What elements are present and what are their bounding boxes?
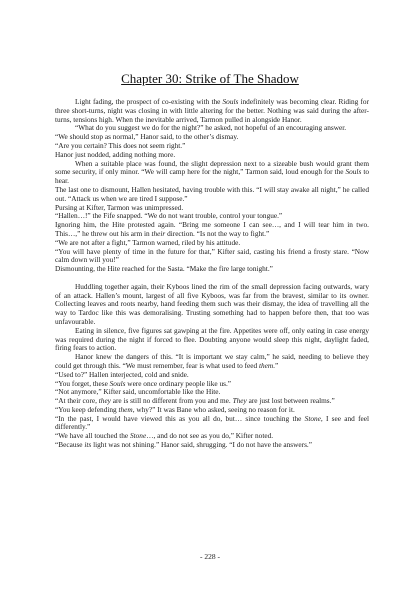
body-paragraph: “We are not after a fight,” Tarmon warned, riled by his attitude. [55, 237, 241, 247]
body-paragraph: “At their core, they are is still no different from you and me. They are just lost between realms.” [55, 396, 335, 406]
body-paragraph: “In the past, I would have viewed this as you all do, but… since touching the Stone, I see and feel differently.” [55, 413, 370, 432]
body-paragraph: “What do you suggest we do for the night?” he asked, not hopeful of an encouraging answer. [75, 123, 347, 133]
body-paragraph: “You forget, these Souls were once ordinary people like us.” [55, 378, 232, 388]
body-paragraph: “Used to?” Hallen interjected, cold and snide. [55, 369, 189, 379]
body-paragraph: “Because its light was not shining.” Hanor said, shrugging. “I do not have the answers.” [55, 440, 312, 450]
body-paragraph: “We have all touched the Stone…, and do not see as you do,” Kifter noted. [55, 431, 274, 441]
chapter-title: Chapter 30: Strike of The Shadow [121, 71, 299, 86]
body-paragraph: “You keep defending them, why?” It was Bane who asked, seeing no reason for it. [55, 404, 295, 414]
body-paragraph: Eating in silence, five figures sat gawping at the fire. Appetites were off, only eating in case energy was required during the night if forced to flee. Doubting anyone would sleep this night, daylight faded, firing fears to action. [55, 325, 369, 353]
body-paragraph: Hanor just nodded, adding nothing more. [55, 149, 176, 159]
body-paragraph: “Are you certain? This does not seem right.” [55, 140, 186, 150]
body-paragraph: “You will have plenty of time in the future for that,” Kifter said, casting his friend a frosty stare. “Now calm down will you!” [55, 246, 369, 265]
body-paragraph: Huddling together again, their Kyboos lined the rim of the small depression facing outwards, wary of an attack. Hallen’s mount, largest of all five Kyboos, was far from the bravest, similar to its owner. Collecting leaves and roots nearby, hand feeding them such was their dismay, the idea of travelling all the way to Tardoc like this was demoralising. Trusting something had to happen before then, that too was unfavourable. [55, 281, 369, 326]
body-paragraph: Ignoring him, the Hite protested again. “Bring me someone I can see…, and I will tear him in two. This…,” he threw out his arm in their direction. “Is not the way to fight.” [55, 220, 369, 238]
chapter-body [55, 98, 369, 450]
body-paragraph: “Not anymore,” Kifter said, uncomfortable like the Hite. [55, 387, 221, 397]
page-number: - 228 - [200, 552, 220, 561]
body-paragraph: Pursing at Kifter, Tarmon was unimpressed. [55, 202, 184, 212]
body-paragraph: “We should stop as normal,” Hanor said, to the other’s dismay. [55, 132, 239, 142]
body-paragraph: “Hallen…!” the Fife snapped. “We do not want trouble, control your tongue.” [55, 211, 283, 221]
body-paragraph: The last one to dismount, Hallen hesitated, having trouble with this. “I will stay awake all night,” he called out. “Attack us when we are tired I suppose.” [55, 184, 369, 203]
body-paragraph: Light fading, the prospect of co-existing with the Souls indefinitely was becoming clear. Riding for three short-turns, night was closing in with little altering for the better. Nothing was said during the after-turns, tensions high. When the inevitable arrived, Tarmon pulled in alongside Hanor. [55, 97, 369, 124]
body-paragraph: Hanor knew the dangers of this. “It is important we stay calm,” he said, needing to believe they could get through this. “We must remember, fear is what used to feed them.” [55, 352, 369, 370]
body-paragraph: Dismounting, the Hite reached for the Sasta. “Make the fire large tonight.” [55, 264, 273, 274]
body-paragraph: When a suitable place was found, the slight depression next to a sizeable bush would grant them some security, if only minor. “We will camp here for the night,” Tarmon said, loud enough for the Souls to hear. [55, 158, 369, 186]
